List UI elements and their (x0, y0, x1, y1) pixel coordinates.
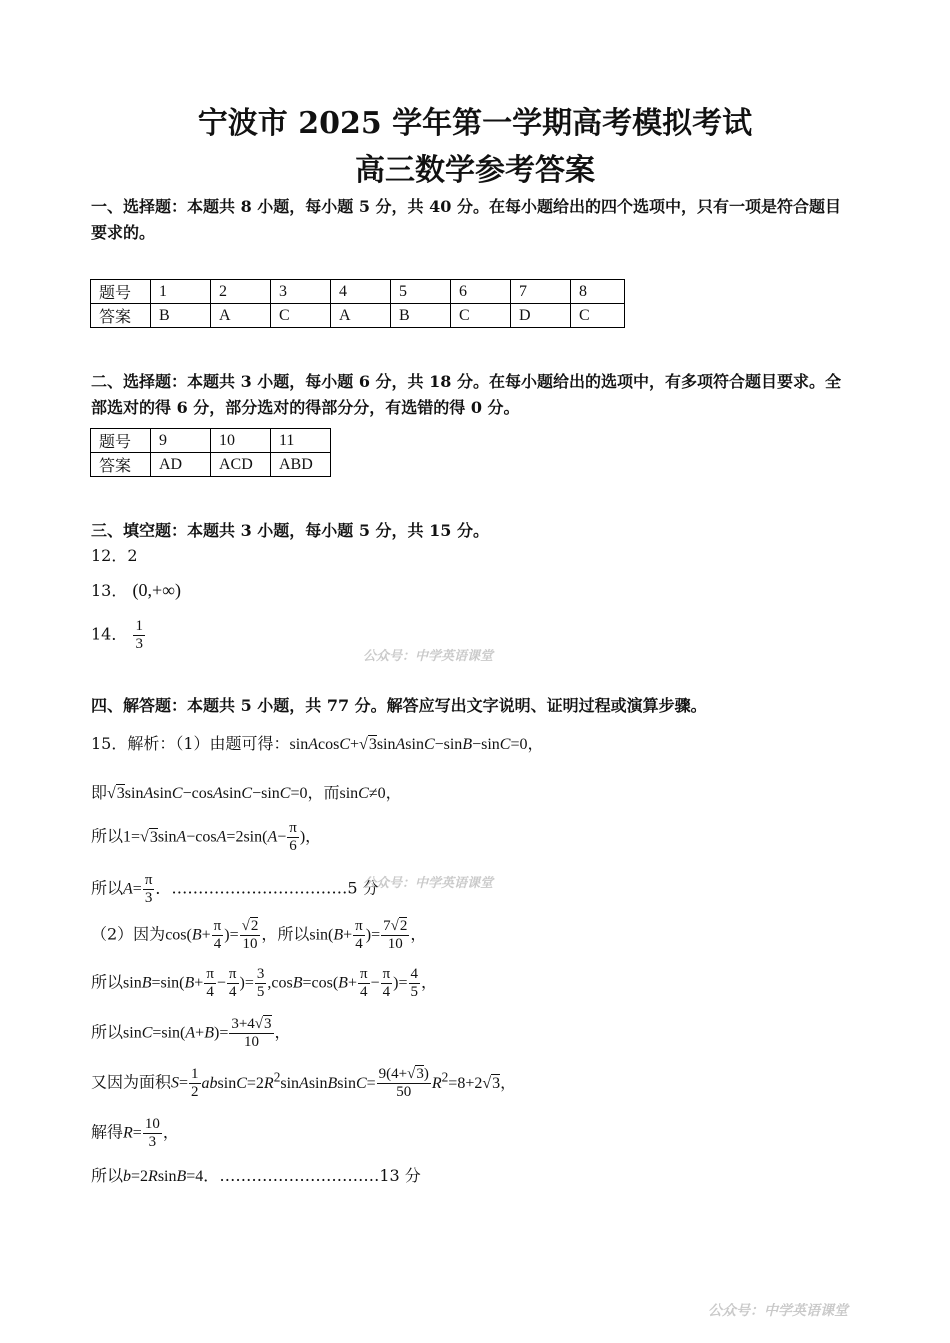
answer-q14 (91, 618, 146, 652)
q15-intro: 15．解析：（1）由题可得： (91, 734, 290, 753)
table-row (91, 280, 625, 304)
step-prefix: 解得 (91, 1122, 124, 1142)
solution-line-6: 所以sinB=sin(B+ $\frac{\pi}{4}$ − $\frac{\pi}{4}$ )= $\frac{3}{5}$ ,cosB=cos(B+ $\frac{\pi}{4}$ − $\frac{\pi}{4}$ )= $\frac{4}{5}$ ， (91, 966, 438, 1000)
answer-cell: A (331, 304, 391, 328)
question-number: 5 (391, 280, 451, 304)
numerator: 1 (135, 618, 143, 634)
answer-cell: C (571, 304, 625, 328)
score-marker: …………………………13 分 (219, 1166, 421, 1185)
watermark-text: 公众号：中学英语课堂 (363, 649, 494, 664)
q14-label: 14． (91, 624, 128, 644)
step-prefix: 又因为面积 (91, 1072, 172, 1092)
solution-line-5: （2）因为cos(B+ $\frac{\pi}{4}$ )= $\frac{√2}{10}$ ，所以sin(B+ $\frac{\pi}{4}$ )= $\frac{7√2}{10}$ ， (91, 918, 427, 952)
solution-line-4: 所以A= $\frac{\pi}{3}$ ．……………………………5 分 (91, 872, 379, 906)
answer-cell: AD (151, 453, 211, 477)
section1-heading: 一、选择题：本题共 8 小题，每小题 5 分，共 40 分。在每小题给出的四个选项中，只有一项是符合题目 (91, 197, 841, 216)
exam-subtitle: 高三数学参考答案 (355, 153, 595, 188)
section4-heading: 四、解答题：本题共 5 小题，共 77 分。解答应写出文字说明、证明过程或演算步骤。 (91, 696, 707, 715)
step-mid: ，而 (307, 783, 340, 802)
watermark-text: 公众号：中学英语课堂 (363, 876, 494, 891)
answer-cell: B (391, 304, 451, 328)
section1-answer-table (90, 279, 625, 328)
question-number: 4 (331, 280, 391, 304)
answer-cell: D (511, 304, 571, 328)
section2-heading: 二、选择题：本题共 3 小题，每小题 6 分，共 18 分。在每小题给出的选项中，有多项符合题目要求。全 (91, 372, 841, 391)
answer-cell: ABD (271, 453, 331, 477)
step-prefix: 所以 (91, 1166, 124, 1185)
answer-cell: A (211, 304, 271, 328)
answer-cell: C (451, 304, 511, 328)
q13-label: 13． (91, 581, 128, 600)
solution-line-2: 即√3sinAsinC−cosAsinC−sinC=0，而sinC≠0， (91, 783, 402, 802)
question-number: 8 (571, 280, 625, 304)
question-number: 7 (511, 280, 571, 304)
q14-fraction (133, 618, 145, 652)
row-label: 题号 (91, 429, 151, 453)
solution-line-7: 所以sinC=sin(A+B)= $\frac{3+4√3}{10}$ ， (91, 1016, 291, 1050)
step-mid: ，所以 (261, 924, 310, 944)
section3-heading: 三、填空题：本题共 3 小题，每小题 5 分，共 15 分。 (91, 521, 489, 540)
step-prefix: 即 (91, 783, 108, 802)
solution-line-10: 所以b=2RsinB=4．…………………………13 分 (91, 1166, 421, 1185)
step-prefix: 所以 (91, 972, 124, 992)
solution-line-8: 又因为面积S= $\frac{1}{2}$ $absinC=2R^2sinAsinBsinC=$ $\frac{9(4+√3)}{50}$ $R^2=8+2√3$， (91, 1066, 517, 1100)
denominator: 3 (135, 635, 143, 652)
question-number: 2 (211, 280, 271, 304)
answer-cell: C (271, 304, 331, 328)
step-prefix: 所以 (91, 878, 124, 898)
question-number: 1 (151, 280, 211, 304)
question-number: 10 (211, 429, 271, 453)
answer-q13 (91, 578, 181, 601)
answer-cell: ACD (211, 453, 271, 477)
answer-q12: 12．2 (91, 546, 138, 565)
question-number: 11 (271, 429, 331, 453)
solution-line-9: 解得R= $\frac{10}{3}$ ， (91, 1116, 179, 1150)
step-prefix: （2）因为 (91, 924, 166, 944)
q13-answer: (0,+∞) (132, 580, 181, 600)
answer-cell: B (151, 304, 211, 328)
watermark-text: 公众号：中学英语课堂 (708, 1303, 848, 1319)
solution-line-3: 所以1=√3sinA−cosA=2sin(A− $\frac{\pi}{6}$ )， (91, 820, 322, 854)
score-marker: ……………………………5 分 (171, 878, 379, 898)
question-number: 6 (451, 280, 511, 304)
question-number: 3 (271, 280, 331, 304)
table-row (91, 429, 331, 453)
section2-answer-table (90, 428, 331, 477)
section2-heading-cont: 部选对的得 6 分，部分选对的得部分分，有选错的得 0 分。 (91, 398, 520, 417)
table-row (91, 453, 331, 477)
step-prefix: 所以 (91, 826, 124, 846)
row-label: 题号 (91, 280, 151, 304)
solution-line-1: 15．解析：（1）由题可得：sinAcosC+√3sinAsinC−sinB−sinC=0， (91, 734, 544, 753)
row-label: 答案 (91, 304, 151, 328)
section1-heading-cont: 要求的。 (91, 223, 156, 242)
step-prefix: 所以 (91, 1022, 124, 1042)
exam-title: 宁波市 2025 学年第一学期高考模拟考试 (197, 106, 753, 141)
question-number: 9 (151, 429, 211, 453)
table-row (91, 304, 625, 328)
row-label: 答案 (91, 453, 151, 477)
